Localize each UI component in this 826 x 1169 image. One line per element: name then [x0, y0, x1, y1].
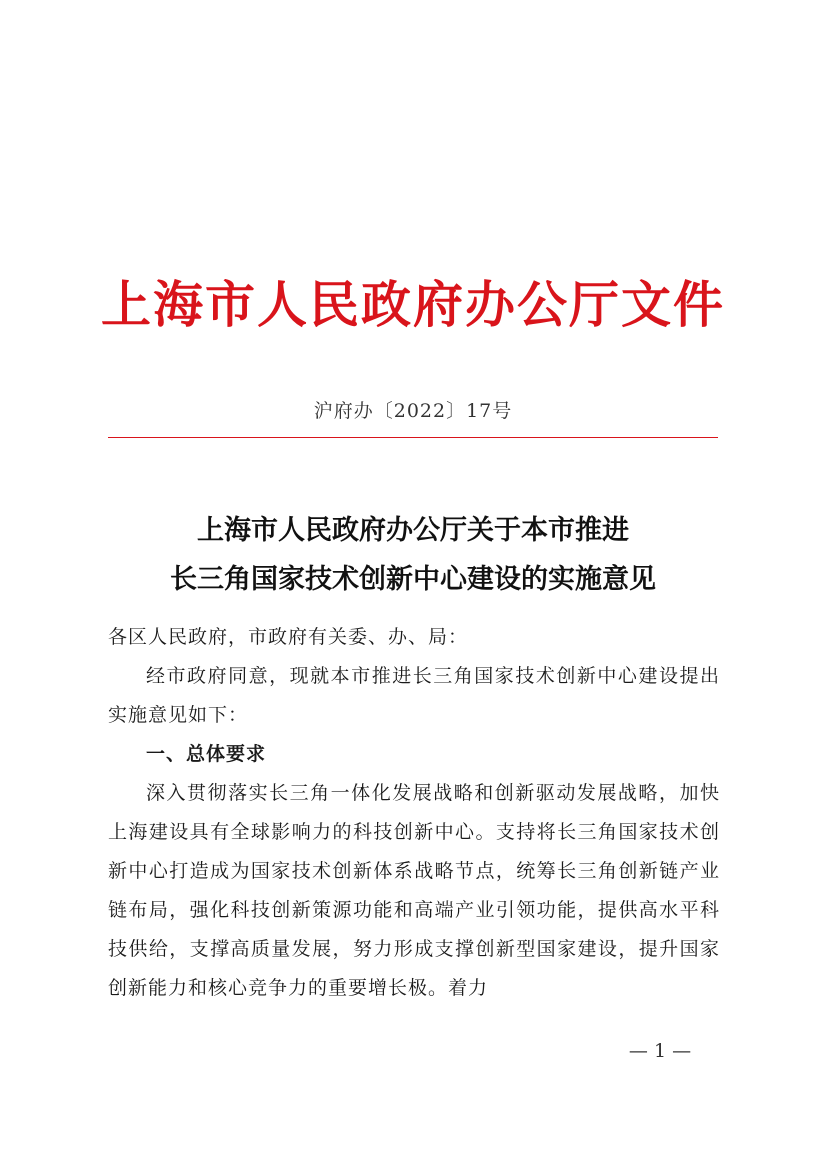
document-title-line-2: 长三角国家技术创新中心建设的实施意见 — [170, 564, 656, 595]
document-title-line-1: 上海市人民政府办公厅关于本市推进 — [197, 515, 629, 546]
salutation: 各区人民政府，市政府有关委、办、局： — [108, 626, 469, 648]
document-title — [60, 506, 766, 604]
masthead-title: 上海市人民政府办公厅文件 — [101, 275, 725, 334]
section-paragraph: 深入贯彻落实长三角一体化发展战略和创新驱动发展战略，加快上海建设具有全球影响力的科技创新中心。支持将长三角国家技术创新中心打造成为国家技术创新体系战略节点，统筹长三角创新链产业链布局，强化科技创新策源功能和高端产业引领功能，提供高水平科技供给，支撑高质量发展，努力形成支撑创新型国家建设，提升国家创新能力和核心竞争力的重要增长极。着力 — [108, 782, 720, 999]
page-number: — 1 — — [628, 1040, 692, 1062]
document-number: 沪府办〔2022〕17号 — [313, 400, 513, 422]
red-divider-line — [108, 437, 718, 438]
intro-paragraph: 经市政府同意，现就本市推进长三角国家技术创新中心建设提出实施意见如下： — [108, 665, 720, 726]
document-body — [108, 618, 720, 1008]
section-heading: 一、总体要求 — [146, 743, 267, 765]
